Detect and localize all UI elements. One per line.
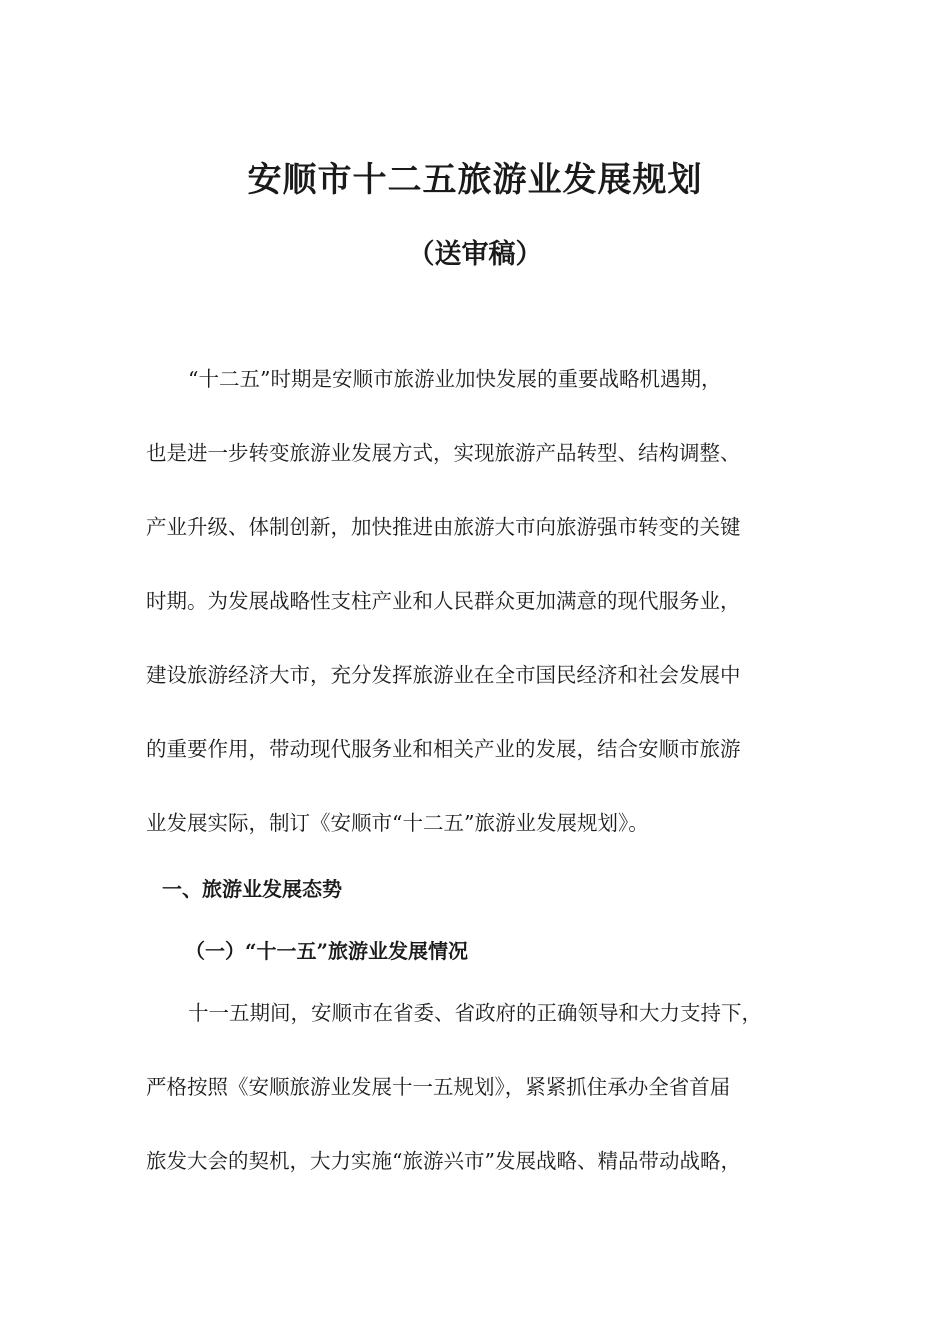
section-heading: 一、旅游业发展态势: [162, 877, 342, 901]
body-line-1: 十一五期间，安顺市在省委、省政府的正确领导和大力支持下，: [188, 1001, 762, 1025]
body-line-3: 旅发大会的契机，大力实施“旅游兴市”发展战略、精品带动战略，: [146, 1149, 741, 1173]
document-title: 安顺市十二五旅游业发展规划: [247, 160, 703, 200]
intro-line-3: 产业升级、体制创新，加快推进由旅游大市向旅游强市转变的关键: [146, 515, 741, 539]
body-line-2: 严格按照《安顺旅游业发展十一五规划》，紧紧抓住承办全省首届: [146, 1075, 731, 1099]
document-subtitle: （送审稿）: [407, 239, 543, 270]
subsection-heading: （一）“十一五”旅游业发展情况: [185, 939, 469, 963]
intro-line-1: “十二五”时期是安顺市旅游业加快发展的重要战略机遇期，: [188, 367, 722, 391]
intro-line-6: 的重要作用，带动现代服务业和相关产业的发展，结合安顺市旅游: [146, 737, 741, 761]
intro-line-4: 时期。为发展战略性支柱产业和人民群众更加满意的现代服务业，: [146, 589, 741, 613]
intro-line-2: 也是进一步转变旅游业发展方式，实现旅游产品转型、结构调整、: [146, 441, 741, 465]
intro-line-5: 建设旅游经济大市，充分发挥旅游业在全市国民经济和社会发展中: [146, 663, 741, 687]
intro-line-7: 业发展实际，制订《安顺市“十二五”旅游业发展规划》。: [146, 811, 649, 835]
